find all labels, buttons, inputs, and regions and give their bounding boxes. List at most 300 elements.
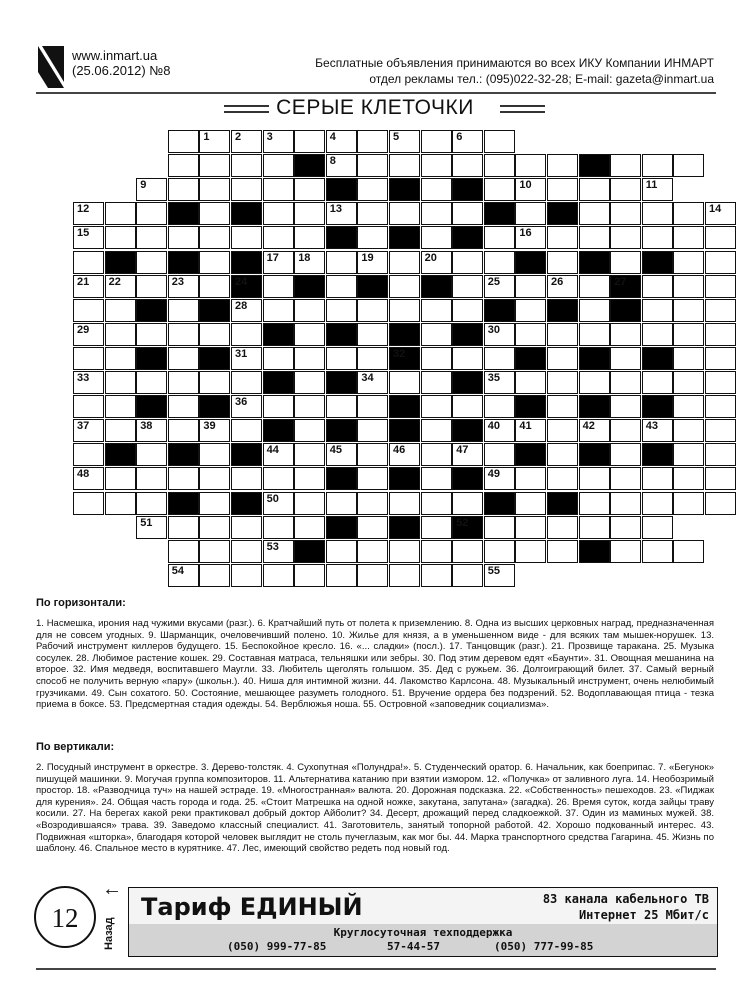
grid-cell[interactable] bbox=[105, 202, 136, 225]
grid-cell[interactable] bbox=[294, 419, 325, 442]
grid-cell[interactable] bbox=[105, 419, 136, 442]
grid-cell[interactable] bbox=[294, 202, 325, 225]
grid-cell[interactable] bbox=[610, 323, 641, 346]
grid-cell[interactable] bbox=[547, 347, 578, 370]
grid-cell[interactable] bbox=[515, 178, 546, 201]
grid-cell[interactable] bbox=[168, 299, 199, 322]
grid-cell[interactable] bbox=[136, 516, 167, 539]
grid-cell[interactable] bbox=[421, 323, 452, 346]
grid-cell[interactable] bbox=[136, 443, 167, 466]
grid-cell[interactable] bbox=[294, 130, 325, 153]
grid-cell[interactable] bbox=[389, 275, 420, 298]
grid-cell[interactable] bbox=[579, 299, 610, 322]
grid-cell[interactable] bbox=[705, 347, 736, 370]
grid-cell[interactable] bbox=[357, 178, 388, 201]
grid-cell[interactable] bbox=[673, 443, 704, 466]
grid-cell[interactable] bbox=[168, 154, 199, 177]
grid-cell[interactable] bbox=[642, 226, 673, 249]
grid-cell[interactable] bbox=[484, 395, 515, 418]
grid-cell[interactable] bbox=[326, 443, 357, 466]
grid-cell[interactable] bbox=[452, 347, 483, 370]
grid-cell[interactable] bbox=[294, 564, 325, 587]
grid-cell[interactable] bbox=[705, 395, 736, 418]
grid-cell[interactable] bbox=[73, 347, 104, 370]
grid-cell[interactable] bbox=[484, 154, 515, 177]
grid-cell[interactable] bbox=[73, 371, 104, 394]
grid-cell[interactable] bbox=[105, 467, 136, 490]
grid-cell[interactable] bbox=[263, 130, 294, 153]
grid-cell[interactable] bbox=[136, 371, 167, 394]
grid-cell[interactable] bbox=[73, 443, 104, 466]
grid-cell[interactable] bbox=[263, 299, 294, 322]
grid-cell[interactable] bbox=[263, 202, 294, 225]
grid-cell[interactable] bbox=[326, 154, 357, 177]
grid-cell[interactable] bbox=[705, 467, 736, 490]
grid-cell[interactable] bbox=[705, 226, 736, 249]
grid-cell[interactable] bbox=[421, 251, 452, 274]
grid-cell[interactable] bbox=[515, 419, 546, 442]
grid-cell[interactable] bbox=[642, 467, 673, 490]
grid-cell[interactable] bbox=[705, 371, 736, 394]
grid-cell[interactable] bbox=[642, 540, 673, 563]
grid-cell[interactable] bbox=[515, 202, 546, 225]
grid-cell[interactable] bbox=[73, 467, 104, 490]
grid-cell[interactable] bbox=[673, 347, 704, 370]
grid-cell[interactable] bbox=[484, 347, 515, 370]
grid-cell[interactable] bbox=[515, 299, 546, 322]
grid-cell[interactable] bbox=[357, 154, 388, 177]
grid-cell[interactable] bbox=[579, 202, 610, 225]
site-url[interactable]: www.inmart.ua bbox=[72, 48, 158, 63]
grid-cell[interactable] bbox=[610, 516, 641, 539]
grid-cell[interactable] bbox=[642, 154, 673, 177]
grid-cell[interactable] bbox=[515, 323, 546, 346]
grid-cell[interactable] bbox=[73, 395, 104, 418]
grid-cell[interactable] bbox=[231, 154, 262, 177]
grid-cell[interactable] bbox=[515, 275, 546, 298]
grid-cell[interactable] bbox=[231, 419, 262, 442]
grid-cell[interactable] bbox=[294, 395, 325, 418]
grid-cell[interactable] bbox=[642, 299, 673, 322]
grid-cell[interactable] bbox=[105, 299, 136, 322]
grid-cell[interactable] bbox=[136, 492, 167, 515]
grid-cell[interactable] bbox=[452, 130, 483, 153]
grid-cell[interactable] bbox=[168, 371, 199, 394]
grid-cell[interactable] bbox=[263, 395, 294, 418]
grid-cell[interactable] bbox=[421, 178, 452, 201]
grid-cell[interactable] bbox=[136, 467, 167, 490]
grid-cell[interactable] bbox=[610, 371, 641, 394]
grid-cell[interactable] bbox=[705, 202, 736, 225]
grid-cell[interactable] bbox=[357, 516, 388, 539]
grid-cell[interactable] bbox=[452, 564, 483, 587]
grid-cell[interactable] bbox=[231, 130, 262, 153]
grid-cell[interactable] bbox=[199, 154, 230, 177]
grid-cell[interactable] bbox=[168, 564, 199, 587]
grid-cell[interactable] bbox=[294, 371, 325, 394]
grid-cell[interactable] bbox=[231, 299, 262, 322]
grid-cell[interactable] bbox=[673, 371, 704, 394]
grid-cell[interactable] bbox=[168, 226, 199, 249]
grid-cell[interactable] bbox=[105, 226, 136, 249]
grid-cell[interactable] bbox=[326, 492, 357, 515]
grid-cell[interactable] bbox=[452, 251, 483, 274]
grid-cell[interactable] bbox=[515, 492, 546, 515]
grid-cell[interactable] bbox=[515, 467, 546, 490]
grid-cell[interactable] bbox=[73, 492, 104, 515]
grid-cell[interactable] bbox=[610, 540, 641, 563]
grid-cell[interactable] bbox=[579, 275, 610, 298]
grid-cell[interactable] bbox=[294, 443, 325, 466]
grid-cell[interactable] bbox=[326, 275, 357, 298]
grid-cell[interactable] bbox=[673, 299, 704, 322]
grid-cell[interactable] bbox=[168, 275, 199, 298]
grid-cell[interactable] bbox=[547, 226, 578, 249]
grid-cell[interactable] bbox=[357, 540, 388, 563]
grid-cell[interactable] bbox=[73, 299, 104, 322]
grid-cell[interactable] bbox=[484, 130, 515, 153]
grid-cell[interactable] bbox=[421, 395, 452, 418]
grid-block bbox=[484, 492, 515, 515]
grid-cell[interactable] bbox=[642, 202, 673, 225]
grid-cell[interactable] bbox=[294, 251, 325, 274]
grid-cell[interactable] bbox=[484, 516, 515, 539]
grid-cell[interactable] bbox=[484, 251, 515, 274]
grid-cell[interactable] bbox=[263, 178, 294, 201]
grid-cell[interactable] bbox=[105, 395, 136, 418]
grid-cell[interactable] bbox=[421, 371, 452, 394]
grid-cell[interactable] bbox=[136, 178, 167, 201]
grid-cell[interactable] bbox=[168, 395, 199, 418]
clue-number: 19 bbox=[361, 251, 374, 264]
grid-cell[interactable] bbox=[484, 178, 515, 201]
grid-cell[interactable] bbox=[642, 371, 673, 394]
arrow-left-icon[interactable]: ← bbox=[102, 878, 122, 900]
grid-cell[interactable] bbox=[452, 492, 483, 515]
grid-cell[interactable] bbox=[642, 516, 673, 539]
grid-cell[interactable] bbox=[73, 202, 104, 225]
grid-cell[interactable] bbox=[199, 202, 230, 225]
grid-cell[interactable] bbox=[547, 178, 578, 201]
grid-cell[interactable] bbox=[326, 202, 357, 225]
grid-cell[interactable] bbox=[579, 467, 610, 490]
grid-cell[interactable] bbox=[357, 564, 388, 587]
grid-cell[interactable] bbox=[610, 419, 641, 442]
grid-cell[interactable] bbox=[357, 347, 388, 370]
grid-cell[interactable] bbox=[231, 323, 262, 346]
grid-cell[interactable] bbox=[515, 226, 546, 249]
grid-cell[interactable] bbox=[357, 467, 388, 490]
grid-cell[interactable] bbox=[231, 564, 262, 587]
grid-cell[interactable] bbox=[263, 467, 294, 490]
grid-cell[interactable] bbox=[610, 154, 641, 177]
grid-cell[interactable] bbox=[263, 154, 294, 177]
grid-cell[interactable] bbox=[642, 275, 673, 298]
grid-cell[interactable] bbox=[389, 299, 420, 322]
grid-cell[interactable] bbox=[421, 154, 452, 177]
grid-cell[interactable] bbox=[231, 371, 262, 394]
grid-cell[interactable] bbox=[484, 564, 515, 587]
grid-cell[interactable] bbox=[673, 226, 704, 249]
grid-cell[interactable] bbox=[199, 564, 230, 587]
grid-cell[interactable] bbox=[610, 202, 641, 225]
grid-cell[interactable] bbox=[326, 347, 357, 370]
grid-cell[interactable] bbox=[73, 275, 104, 298]
grid-cell[interactable] bbox=[199, 226, 230, 249]
grid-cell[interactable] bbox=[231, 347, 262, 370]
grid-cell[interactable] bbox=[199, 323, 230, 346]
grid-cell[interactable] bbox=[136, 323, 167, 346]
grid-cell[interactable] bbox=[547, 419, 578, 442]
grid-cell[interactable] bbox=[579, 419, 610, 442]
grid-cell[interactable] bbox=[105, 371, 136, 394]
grid-cell[interactable] bbox=[168, 178, 199, 201]
grid-cell[interactable] bbox=[294, 178, 325, 201]
grid-cell[interactable] bbox=[547, 467, 578, 490]
grid-cell[interactable] bbox=[199, 371, 230, 394]
grid-cell[interactable] bbox=[326, 540, 357, 563]
grid-cell[interactable] bbox=[547, 371, 578, 394]
grid-cell[interactable] bbox=[673, 492, 704, 515]
grid-cell[interactable] bbox=[515, 540, 546, 563]
grid-cell[interactable] bbox=[357, 395, 388, 418]
grid-cell[interactable] bbox=[484, 275, 515, 298]
grid-cell[interactable] bbox=[136, 202, 167, 225]
grid-cell[interactable] bbox=[452, 540, 483, 563]
grid-cell[interactable] bbox=[642, 419, 673, 442]
grid-cell[interactable] bbox=[547, 154, 578, 177]
grid-cell[interactable] bbox=[610, 178, 641, 201]
grid-cell[interactable] bbox=[357, 371, 388, 394]
grid-cell[interactable] bbox=[326, 564, 357, 587]
grid-cell[interactable] bbox=[231, 178, 262, 201]
grid-cell[interactable] bbox=[515, 154, 546, 177]
grid-cell[interactable] bbox=[199, 443, 230, 466]
grid-cell[interactable] bbox=[389, 202, 420, 225]
grid-cell[interactable] bbox=[294, 323, 325, 346]
grid-cell[interactable] bbox=[73, 323, 104, 346]
grid-cell[interactable] bbox=[610, 467, 641, 490]
grid-cell[interactable] bbox=[642, 492, 673, 515]
grid-cell[interactable] bbox=[263, 516, 294, 539]
grid-cell[interactable] bbox=[610, 226, 641, 249]
grid-cell[interactable] bbox=[73, 226, 104, 249]
grid-cell[interactable] bbox=[357, 443, 388, 466]
grid-cell[interactable] bbox=[579, 371, 610, 394]
grid-cell[interactable] bbox=[199, 275, 230, 298]
grid-cell[interactable] bbox=[673, 154, 704, 177]
grid-cell[interactable] bbox=[73, 419, 104, 442]
grid-cell[interactable] bbox=[484, 226, 515, 249]
grid-cell[interactable] bbox=[389, 371, 420, 394]
grid-cell[interactable] bbox=[136, 275, 167, 298]
grid-cell[interactable] bbox=[610, 443, 641, 466]
grid-cell[interactable] bbox=[673, 395, 704, 418]
grid-cell[interactable] bbox=[199, 178, 230, 201]
grid-cell[interactable] bbox=[547, 395, 578, 418]
grid-cell[interactable] bbox=[610, 492, 641, 515]
grid-cell[interactable] bbox=[231, 226, 262, 249]
grid-cell[interactable] bbox=[389, 443, 420, 466]
grid-cell[interactable] bbox=[610, 347, 641, 370]
grid-cell[interactable] bbox=[389, 251, 420, 274]
grid-cell[interactable] bbox=[610, 251, 641, 274]
grid-cell[interactable] bbox=[326, 251, 357, 274]
grid-cell[interactable] bbox=[421, 492, 452, 515]
grid-cell[interactable] bbox=[263, 226, 294, 249]
grid-cell[interactable] bbox=[421, 130, 452, 153]
grid-cell[interactable] bbox=[610, 395, 641, 418]
grid-cell[interactable] bbox=[673, 251, 704, 274]
grid-cell[interactable] bbox=[421, 540, 452, 563]
grid-cell[interactable] bbox=[105, 275, 136, 298]
grid-cell[interactable] bbox=[547, 540, 578, 563]
grid-cell[interactable] bbox=[105, 347, 136, 370]
grid-cell[interactable] bbox=[421, 202, 452, 225]
grid-cell[interactable] bbox=[199, 130, 230, 153]
grid-cell[interactable] bbox=[231, 467, 262, 490]
grid-cell[interactable] bbox=[168, 347, 199, 370]
grid-cell[interactable] bbox=[105, 323, 136, 346]
grid-cell[interactable] bbox=[642, 323, 673, 346]
grid-cell[interactable] bbox=[168, 323, 199, 346]
grid-cell[interactable] bbox=[357, 323, 388, 346]
grid-cell[interactable] bbox=[231, 395, 262, 418]
grid-cell[interactable] bbox=[421, 419, 452, 442]
grid-cell[interactable] bbox=[263, 251, 294, 274]
grid-cell[interactable] bbox=[547, 323, 578, 346]
grid-cell[interactable] bbox=[389, 130, 420, 153]
grid-cell[interactable] bbox=[484, 540, 515, 563]
grid-cell[interactable] bbox=[199, 251, 230, 274]
grid-cell[interactable] bbox=[263, 443, 294, 466]
grid-cell[interactable] bbox=[263, 275, 294, 298]
grid-cell[interactable] bbox=[515, 371, 546, 394]
grid-cell[interactable] bbox=[326, 299, 357, 322]
grid-cell[interactable] bbox=[294, 492, 325, 515]
grid-cell[interactable] bbox=[705, 275, 736, 298]
grid-cell[interactable] bbox=[199, 467, 230, 490]
grid-cell[interactable] bbox=[579, 226, 610, 249]
grid-cell[interactable] bbox=[294, 516, 325, 539]
grid-cell[interactable] bbox=[515, 516, 546, 539]
grid-cell[interactable] bbox=[421, 443, 452, 466]
grid-cell[interactable] bbox=[705, 299, 736, 322]
grid-cell[interactable] bbox=[452, 395, 483, 418]
grid-cell[interactable] bbox=[326, 395, 357, 418]
grid-cell[interactable] bbox=[484, 443, 515, 466]
grid-cell[interactable] bbox=[263, 347, 294, 370]
grid-cell[interactable] bbox=[452, 154, 483, 177]
grid-cell[interactable] bbox=[452, 275, 483, 298]
grid-cell[interactable] bbox=[389, 492, 420, 515]
grid-cell[interactable] bbox=[421, 564, 452, 587]
grid-cell[interactable] bbox=[421, 299, 452, 322]
grid-cell[interactable] bbox=[231, 540, 262, 563]
grid-cell[interactable] bbox=[326, 130, 357, 153]
grid-cell[interactable] bbox=[642, 178, 673, 201]
grid-cell[interactable] bbox=[579, 516, 610, 539]
grid-cell[interactable] bbox=[389, 564, 420, 587]
grid-cell[interactable] bbox=[136, 419, 167, 442]
grid-cell[interactable] bbox=[199, 419, 230, 442]
grid-cell[interactable] bbox=[421, 226, 452, 249]
grid-cell[interactable] bbox=[484, 419, 515, 442]
grid-cell[interactable] bbox=[136, 251, 167, 274]
grid-cell[interactable] bbox=[357, 226, 388, 249]
grid-cell[interactable] bbox=[705, 323, 736, 346]
grid-cell[interactable] bbox=[357, 492, 388, 515]
grid-cell[interactable] bbox=[673, 419, 704, 442]
grid-cell[interactable] bbox=[705, 419, 736, 442]
grid-cell[interactable] bbox=[484, 467, 515, 490]
grid-cell[interactable] bbox=[389, 540, 420, 563]
grid-cell[interactable] bbox=[673, 467, 704, 490]
grid-cell[interactable] bbox=[73, 251, 104, 274]
grid-cell[interactable] bbox=[294, 226, 325, 249]
grid-cell[interactable] bbox=[263, 564, 294, 587]
grid-cell[interactable] bbox=[199, 540, 230, 563]
grid-cell[interactable] bbox=[579, 323, 610, 346]
grid-cell[interactable] bbox=[105, 492, 136, 515]
grid-cell[interactable] bbox=[357, 251, 388, 274]
back-link[interactable]: Назад bbox=[103, 917, 115, 951]
grid-cell[interactable] bbox=[199, 492, 230, 515]
grid-cell[interactable] bbox=[673, 202, 704, 225]
grid-cell[interactable] bbox=[579, 492, 610, 515]
grid-cell[interactable] bbox=[705, 492, 736, 515]
grid-cell[interactable] bbox=[199, 516, 230, 539]
grid-cell[interactable] bbox=[452, 202, 483, 225]
grid-cell[interactable] bbox=[357, 299, 388, 322]
grid-cell[interactable] bbox=[263, 492, 294, 515]
grid-cell[interactable] bbox=[294, 299, 325, 322]
grid-cell[interactable] bbox=[452, 299, 483, 322]
grid-cell[interactable] bbox=[547, 251, 578, 274]
grid-cell[interactable] bbox=[168, 540, 199, 563]
grid-cell[interactable] bbox=[673, 275, 704, 298]
grid-cell[interactable] bbox=[263, 540, 294, 563]
grid-cell[interactable] bbox=[231, 516, 262, 539]
grid-cell[interactable] bbox=[547, 443, 578, 466]
grid-cell[interactable] bbox=[484, 323, 515, 346]
grid-cell[interactable] bbox=[484, 371, 515, 394]
grid-cell[interactable] bbox=[673, 323, 704, 346]
grid-cell[interactable] bbox=[357, 130, 388, 153]
grid-cell[interactable] bbox=[673, 540, 704, 563]
grid-cell[interactable] bbox=[168, 130, 199, 153]
grid-cell[interactable] bbox=[705, 443, 736, 466]
grid-cell[interactable] bbox=[168, 516, 199, 539]
grid-cell[interactable] bbox=[389, 154, 420, 177]
grid-cell[interactable] bbox=[294, 347, 325, 370]
grid-cell[interactable] bbox=[421, 516, 452, 539]
grid-cell[interactable] bbox=[421, 467, 452, 490]
grid-cell[interactable] bbox=[547, 516, 578, 539]
grid-cell[interactable] bbox=[168, 419, 199, 442]
grid-cell[interactable] bbox=[357, 419, 388, 442]
grid-cell[interactable] bbox=[547, 275, 578, 298]
grid-cell[interactable] bbox=[357, 202, 388, 225]
grid-cell[interactable] bbox=[452, 443, 483, 466]
grid-cell[interactable] bbox=[421, 347, 452, 370]
grid-cell[interactable] bbox=[168, 467, 199, 490]
grid-cell[interactable] bbox=[136, 226, 167, 249]
grid-block bbox=[579, 443, 610, 466]
grid-cell[interactable] bbox=[705, 251, 736, 274]
grid-cell[interactable] bbox=[294, 467, 325, 490]
grid-cell[interactable] bbox=[579, 178, 610, 201]
